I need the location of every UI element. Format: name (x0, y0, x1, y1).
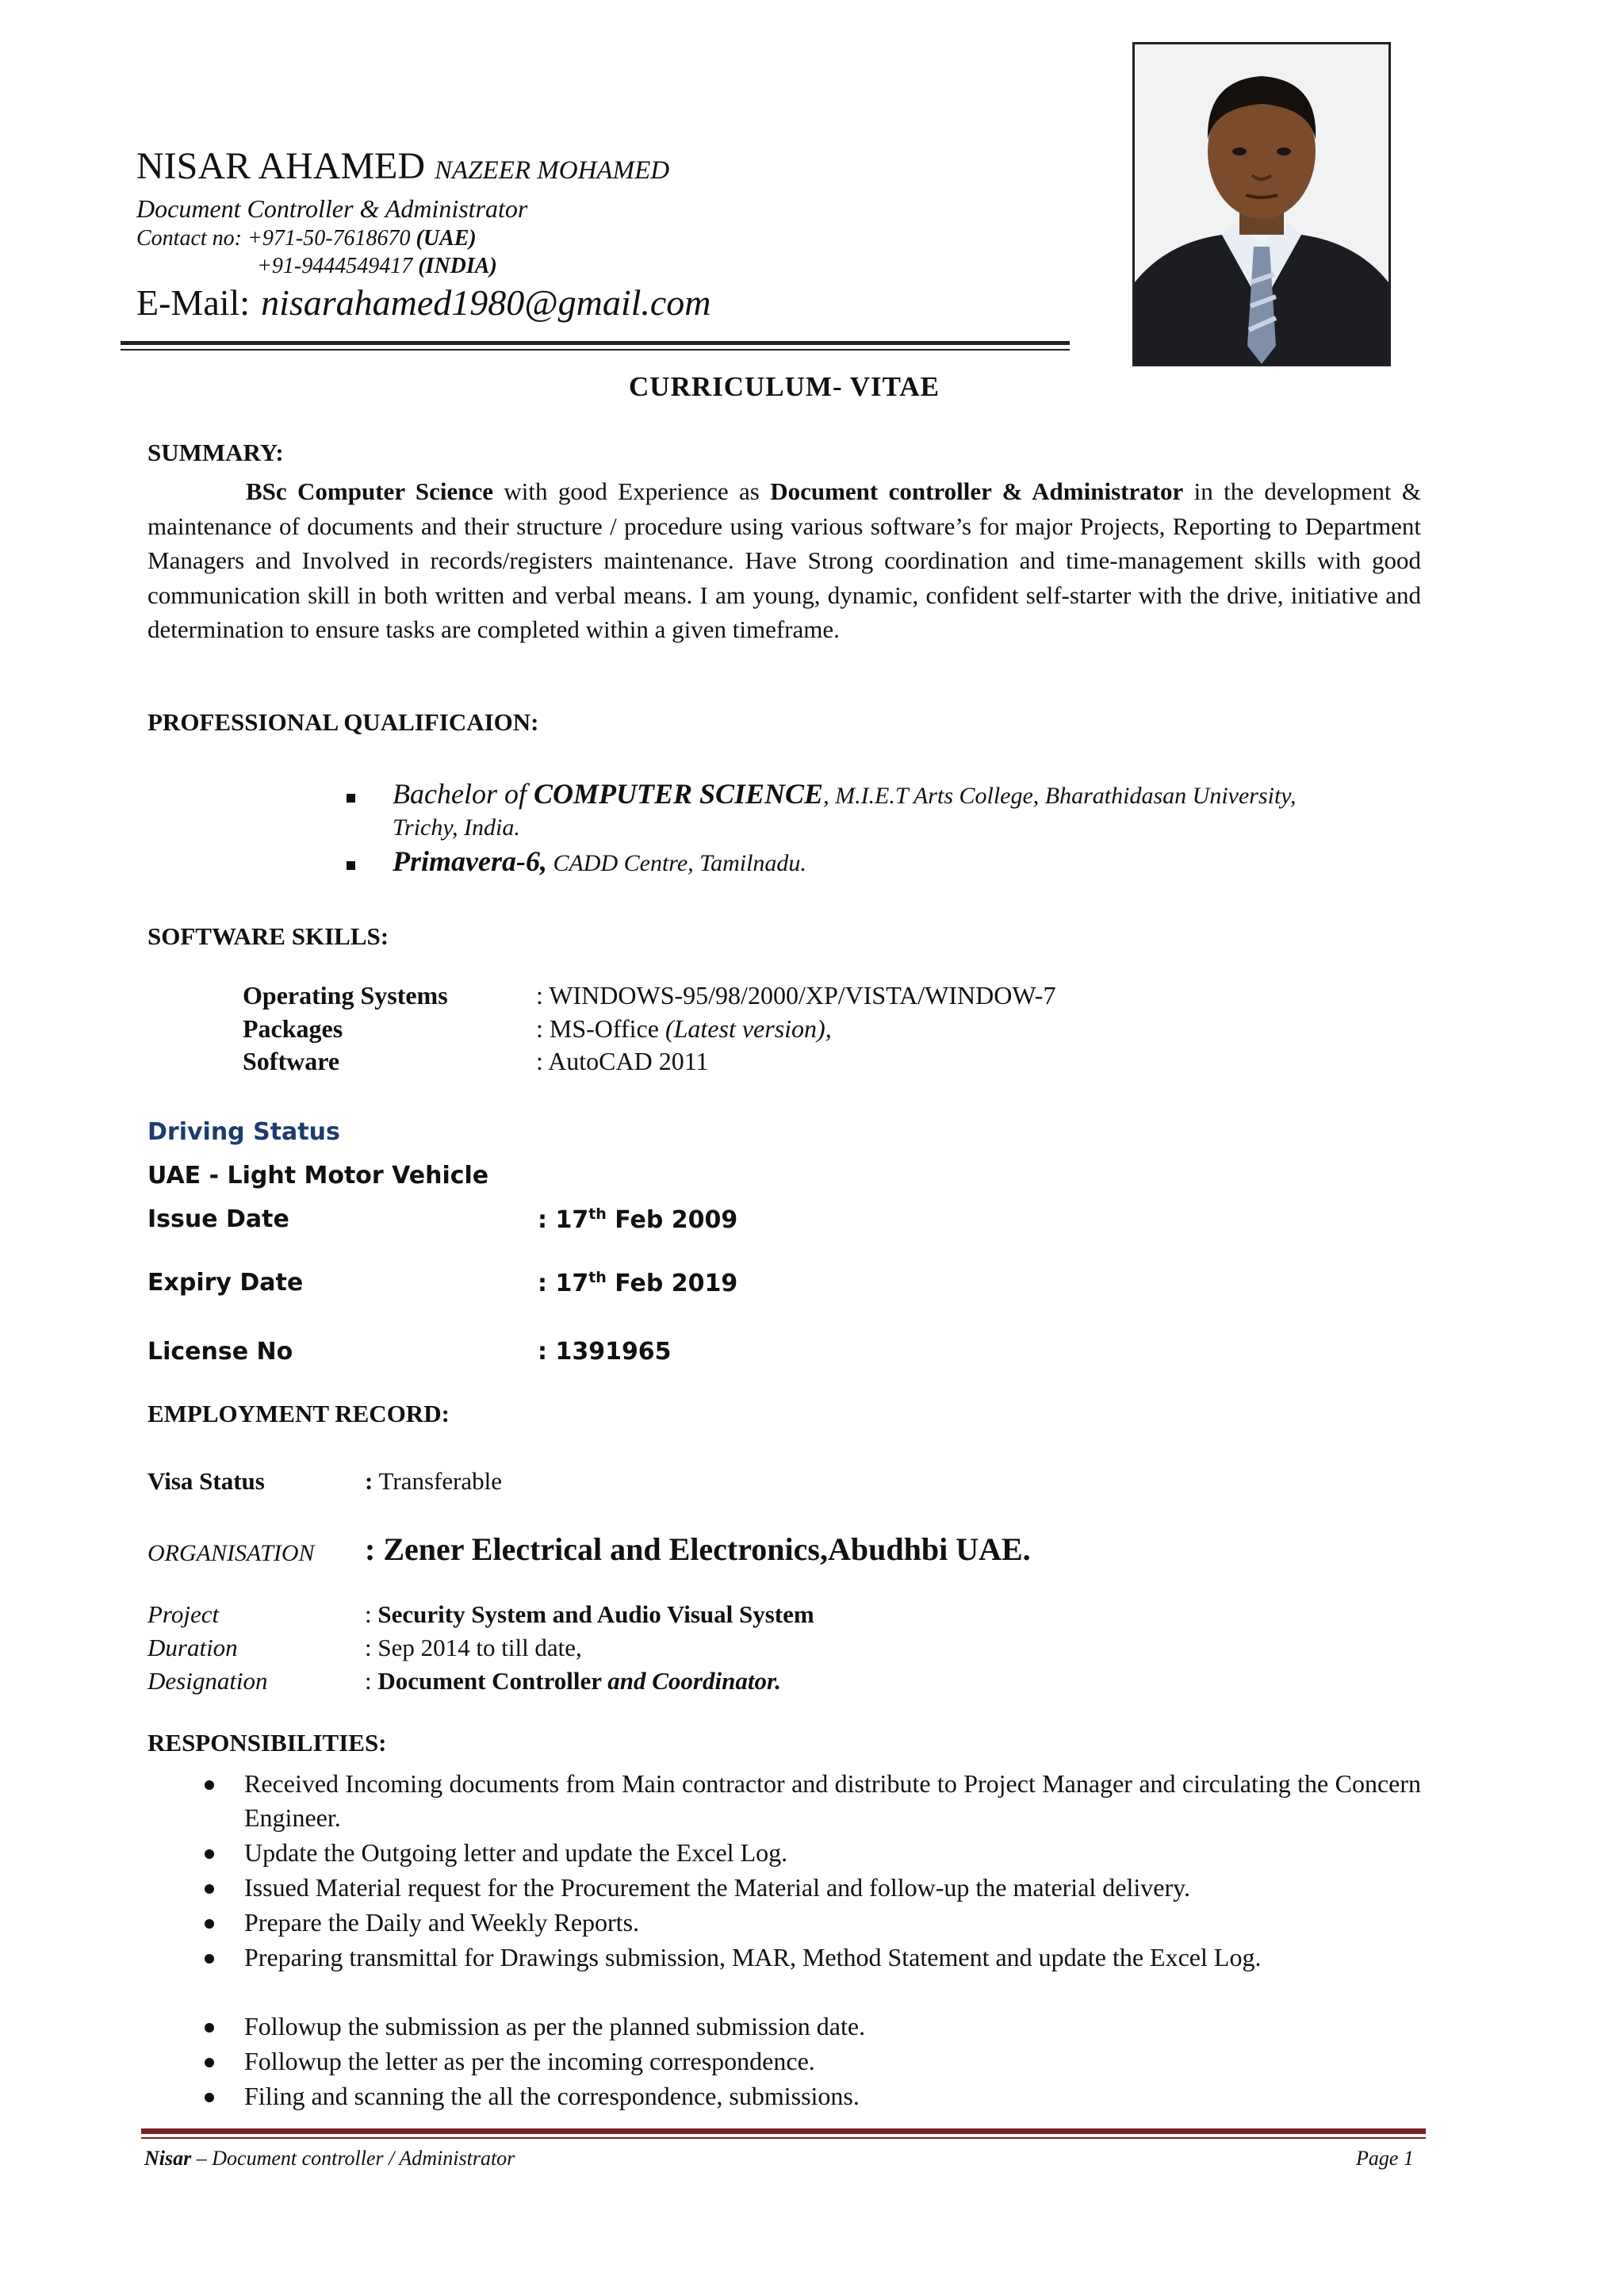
name-first: NISAR AHAMED (136, 145, 426, 187)
visa-status-label: Visa Status (147, 1467, 265, 1495)
software-value: : AutoCAD 2011 (536, 1047, 709, 1075)
responsibilities-heading: RESPONSIBILITIES: (147, 1729, 387, 1757)
profile-photo (1132, 42, 1391, 366)
driving-license-type: UAE - Light Motor Vehicle (147, 1162, 489, 1190)
document-heading: CURRICULUM- VITAE (629, 371, 940, 402)
designation-tail: and Coordinator. (607, 1667, 782, 1695)
expiry-date-label: Expiry Date (147, 1269, 304, 1297)
project-name: Security System and Audio Visual System (377, 1600, 814, 1628)
bullet-dot-icon (205, 1919, 214, 1929)
bullet-dot-icon (205, 1954, 214, 1964)
qualification-item-2 (393, 845, 806, 878)
visa-value: Transferable (373, 1467, 503, 1495)
qualification-2-course: Primavera-6, (393, 845, 547, 877)
designation-value (365, 1667, 781, 1695)
designation-role: Document Controller (377, 1667, 608, 1695)
responsibility-item: Received Incoming documents from Main contractor and distribute to Project Manager and circulating the Concern Engineer. (244, 1769, 1421, 1832)
summary-paragraph (147, 474, 1421, 647)
contact-label: Contact no: +971-50-7618670 (136, 226, 411, 251)
software-value-packages (536, 1014, 832, 1044)
software-key-packages: Packages (243, 1014, 343, 1043)
bullet-dot-icon (205, 1780, 214, 1790)
candidate-name (136, 143, 669, 194)
duration-value: : Sep 2014 to till date, (365, 1634, 582, 1661)
project-value (365, 1600, 814, 1629)
issue-day-suffix: th (588, 1205, 607, 1223)
email-line (136, 282, 711, 324)
qualification-item-1 (393, 777, 1296, 810)
software-key-software: Software (243, 1047, 340, 1075)
summary-text-2: in the development & maintenance of documents and their structure / procedure using various software’s for major Projects, Reporting to Department Managers and Involved in records/registers maintenance. Have Strong coordination and time-management skills with good communication skill in both written and verbal means. I am young, dynamic, confident self-starter with the drive, initiative and determination to ensure tasks are completed within a given timeframe. (147, 477, 1421, 643)
square-bullet-icon (347, 861, 355, 870)
qualification-1-institution: , M.I.E.T Arts College, Bharathidasan University, (823, 783, 1297, 809)
bullet-dot-icon (205, 2023, 214, 2033)
packages-value: : MS-Office (536, 1014, 665, 1043)
employment-heading: EMPLOYMENT RECORD: (147, 1400, 450, 1427)
bullet-dot-icon (205, 2058, 214, 2067)
organisation-label: ORGANISATION (147, 1540, 315, 1566)
job-title: Document Controller & Administrator (136, 194, 528, 223)
summary-text-1: with good Experience as (493, 477, 771, 505)
responsibility-item: Followup the submission as per the planned submission date. (244, 2012, 866, 2040)
summary-heading: SUMMARY: (147, 439, 284, 466)
footer-rule (141, 2128, 1426, 2134)
contact-india-tag: (INDIA) (418, 254, 497, 278)
qualification-1-degree: COMPUTER SCIENCE (533, 778, 824, 810)
email-address[interactable]: nisarahamed1980@gmail.com (261, 282, 711, 323)
organisation-value: : Zener Electrical and Electronics,Abudhbi UAE. (365, 1531, 1031, 1567)
qualification-2-institution: CADD Centre, Tamilnadu. (546, 850, 806, 876)
summary-role: Document controller & Administrator (770, 477, 1184, 505)
issue-date-value (538, 1205, 737, 1234)
header-rule-thin (121, 349, 1070, 351)
issue-month-year: Feb 2009 (606, 1206, 738, 1234)
responsibility-item: Filing and scanning the all the correspondence, submissions. (244, 2082, 860, 2110)
footer-role: – Document controller / Administrator (191, 2147, 515, 2170)
license-no-label: License No (147, 1338, 293, 1366)
expiry-date-value (538, 1269, 737, 1297)
duration-label: Duration (147, 1634, 238, 1661)
responsibility-item: Issued Material request for the Procurement the Material and follow-up the material delivery. (244, 1873, 1191, 1902)
qualification-heading: PROFESSIONAL QUALIFICAION: (147, 708, 539, 736)
footer-rule-thin (141, 2137, 1426, 2139)
issue-date-label: Issue Date (147, 1205, 289, 1233)
visa-status-value (365, 1467, 502, 1496)
portrait-image (1135, 44, 1388, 364)
email-label: E-Mail: (136, 282, 251, 323)
contact-uae (136, 226, 477, 251)
responsibility-item: Prepare the Daily and Weekly Reports. (244, 1908, 640, 1937)
os-value: : WINDOWS-95/98/2000/XP/VISTA/WINDOW-7 (536, 981, 1056, 1010)
responsibility-item: Followup the letter as per the incoming correspondence. (244, 2047, 815, 2075)
designation-label: Designation (147, 1667, 268, 1695)
header-rule (121, 341, 1070, 345)
expiry-day-suffix: th (588, 1269, 607, 1286)
contact-uae-tag: (UAE) (416, 226, 477, 251)
responsibility-item: Preparing transmittal for Drawings submission, MAR, Method Statement and update the Excel Log. (244, 1943, 1262, 1971)
packages-note: (Latest version), (665, 1014, 832, 1043)
driving-status-heading: Driving Status (147, 1118, 340, 1146)
software-key-os: Operating Systems (243, 981, 448, 1010)
license-no-value: : 1391965 (538, 1338, 672, 1366)
summary-degree: BSc Computer Science (246, 477, 494, 505)
qualification-1-prefix: Bachelor of (393, 778, 534, 810)
bullet-dot-icon (205, 1884, 214, 1894)
project-label: Project (147, 1600, 220, 1628)
contact-india-number: +91-9444549417 (257, 254, 413, 278)
software-value-os (536, 981, 1055, 1010)
bullet-dot-icon (205, 1849, 214, 1859)
contact-india (257, 254, 497, 279)
issue-day: : 17 (538, 1206, 589, 1234)
project-colon: : (365, 1600, 378, 1628)
expiry-month-year: Feb 2019 (606, 1270, 738, 1297)
software-value-software (536, 1047, 709, 1076)
name-rest: NAZEER MOHAMED (435, 156, 670, 185)
qualification-1-location: Trichy, India. (393, 814, 520, 841)
page-number: Page 1 (1356, 2147, 1414, 2170)
bullet-dot-icon (205, 2093, 214, 2102)
designation-colon: : (365, 1667, 378, 1695)
footer-name: Nisar (144, 2147, 192, 2170)
visa-colon: : (365, 1467, 373, 1495)
square-bullet-icon (347, 794, 355, 803)
software-heading: SOFTWARE SKILLS: (147, 922, 389, 950)
responsibility-item: Update the Outgoing letter and update the Excel Log. (244, 1838, 788, 1867)
footer-author (144, 2147, 515, 2170)
expiry-day: : 17 (538, 1270, 589, 1297)
